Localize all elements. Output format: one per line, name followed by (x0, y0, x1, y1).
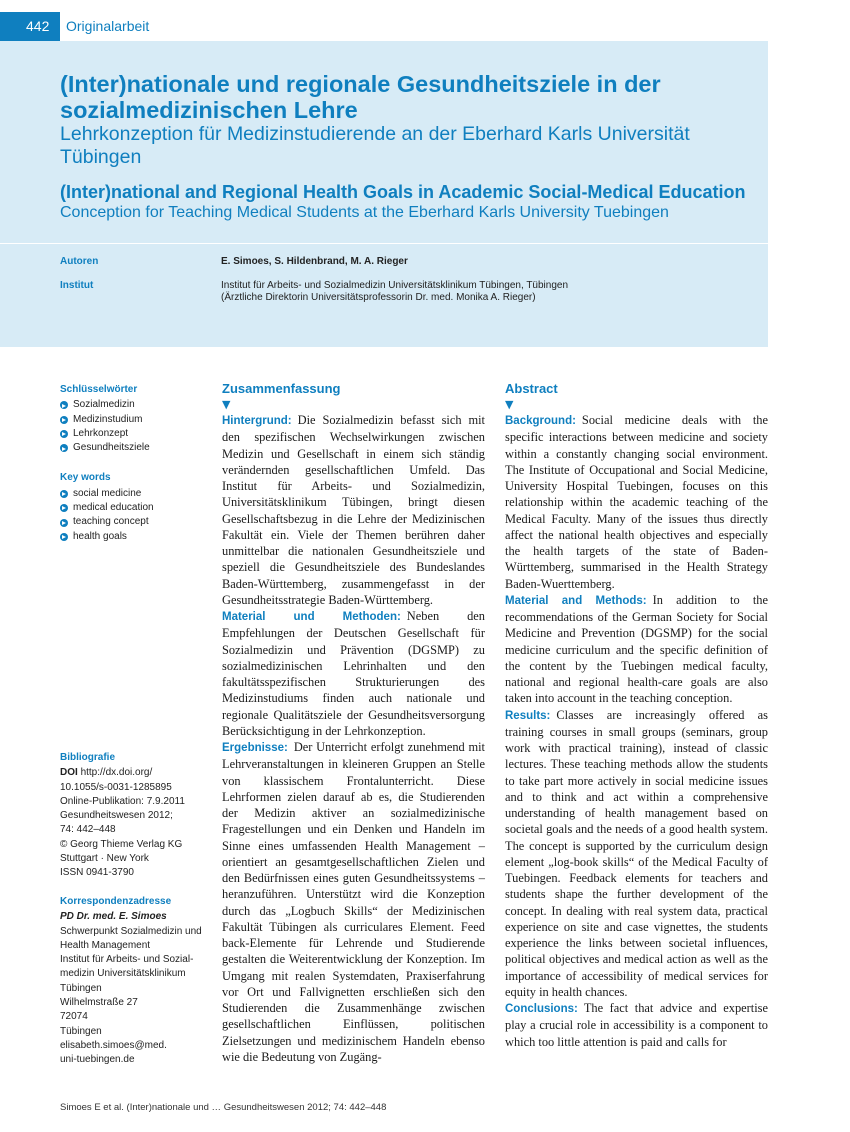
subtitle-german: Lehrkonzeption für Medizinstudierende an der Eberhard Karls Universität Tübingen (60, 123, 690, 168)
doi-line (60, 766, 210, 780)
institute-line: (Ärztliche Direktorin Universitätsprofessorin Dr. med. Monika A. Rieger) (221, 292, 536, 303)
authors: E. Simoes, S. Hildenbrand, M. A. Rieger (221, 256, 408, 267)
correspondence-heading: Korrespondenzadresse (60, 896, 172, 907)
footer-citation: Simoes E et al. (Inter)nationale und … Gesundheitswesen 2012; 74: 442–448 (60, 1102, 387, 1113)
title-german: (Inter)nationale und regionale Gesundheitsziele in der sozialmedizinischen Lehre (60, 71, 661, 123)
bullet-arrow-icon (60, 519, 68, 527)
paragraph-text: In addition to the recommendations of the German Society for Social Medicine and Prevention (DGSMP) for the social medicine curriculum and the specific definition of the content by the Tuebingen medical faculty, national and regional health-care goals are also taken into account in the teaching conception. (505, 592, 768, 706)
keyword-label: Gesundheitsziele (73, 442, 150, 454)
title-english: (Inter)national and Regional Health Goals in Academic Social-Medical Education (60, 182, 746, 202)
keyword-label: Sozialmedizin (73, 399, 135, 411)
bullet-arrow-icon (60, 490, 68, 498)
correspondence-block (60, 895, 210, 1068)
paragraph-label: Conclusions: (505, 1003, 578, 1015)
paragraph-text: Classes are increasingly offered as training courses in small groups (seminars, group work with practical training), instead of classic lectures. These teaching methods allow the students to take part more actively in social medicine issues and to think and act within a comprehensive understanding of health management based on societal goals and the needs of a good health system. The concept is supported by the curriculum design element „log-book skills“ of the Medical Faculty of Tuebingen. Feedback elements for teachers and students shape the further development of the concept. In dealing with real system data, practical experience on site and case vignettes, the students experience the links between societal influences, political objectives and medical action as well as the importance of accessibility of medical services for equity in health chances. (505, 707, 768, 999)
paragraph-label: Ergebnisse: (222, 742, 288, 754)
bibliography-block (60, 751, 210, 881)
keyword-item (60, 515, 210, 529)
paragraph-text: Die Sozialmedizin befasst sich mit den spezifischen Wechselwirkungen zwischen Medizin und Gesellschaft in einem sich ständig verändernden gesellschaftlichen Umfeld. Das Institut für Arbeits- und Sozialmedizin, Universitätsklinikum Tübingen, bringt diesen Gesellschaftsbezug in die Lehre der Medizinischen Fakultät ein. Viele der Themen berühren daher unmittelbar die nationalen Gesundheitsziele und speziell die Gesundheitsziele des Bundeslandes Baden-Württemberg, zusammengefasst in der Gesundheitsstrategie Baden-Württemberg. (222, 413, 485, 607)
summary-paragraph-methods (222, 608, 485, 739)
meta-panel (0, 243, 768, 347)
email-line[interactable]: elisabeth.simoes@med. (60, 1039, 167, 1051)
keyword-item (60, 398, 210, 412)
summary-paragraph-background (222, 412, 485, 608)
keyword-item (60, 530, 210, 544)
bullet-arrow-icon (60, 416, 68, 424)
paragraph-text: Social medicine deals with the specific interactions between medicine and society within a constantly changing social environment. The Institute of Occupational and Social Medicine, University Hospital Tuebingen, focuses on this relationship within the academic teaching of the Medical Faculty. Many of the issues thus directly affect the national health objectives and especially the health targets of the state of Baden-Württemberg, summarised in the Health Strategy Baden-Wuerttemberg. (505, 413, 768, 591)
doi-label: DOI (60, 767, 78, 779)
abstract-paragraph-results (505, 707, 768, 1001)
page-number: 442 (0, 12, 60, 41)
address-line: Institut für Arbeits- und Sozial- (60, 954, 194, 966)
paragraph-label: Material and Methods: (505, 594, 647, 607)
abstract-paragraph-conclusions (505, 1000, 768, 1050)
institute-line: Institut für Arbeits- und Sozialmedizin Universitätsklinikum Tübingen, Tübingen (221, 280, 569, 291)
keyword-item (60, 487, 210, 501)
address-line: Health Management (60, 939, 151, 951)
keyword-item (60, 427, 210, 441)
bibliography-line: Online-Publikation: 7.9.2011 (60, 795, 185, 807)
keyword-label: medical education (73, 502, 154, 514)
bullet-arrow-icon (60, 504, 68, 512)
address-line: 72074 (60, 1011, 88, 1023)
keyword-item (60, 441, 210, 455)
bibliography-line: 74: 442–448 (60, 824, 116, 836)
title-panel (0, 41, 768, 243)
summary-german-column (222, 380, 485, 1065)
bullet-arrow-icon (60, 401, 68, 409)
subtitle-english: Conception for Teaching Medical Students at the Eberhard Karls University Tuebingen (60, 204, 669, 221)
down-arrow-icon: ▼ (505, 398, 514, 411)
summary-heading: Zusammenfassung (222, 381, 341, 396)
bibliography-line: 10.1055/s-0031-1285895 (60, 781, 172, 793)
institute-label: Institut (60, 280, 94, 291)
paragraph-text: Der Unterricht erfolgt zunehmend mit Lehrveranstaltungen in kleineren Gruppen an Stelle von klassischem Frontalunterricht. Diese Lehrformen zielen darauf ab es, die Studierenden der Medizin aktiver an sozialmedizinische Fragestellungen und ein Denken und Handeln im Sinne eines umfassenden Health Management – orientiert an gesamtgesellschaftlichen Zielen und den Bedürfnissen eines guten Gesundheitssystems – heranzuführen. Unterstützt wird die Konzeption durch das „Logbuch Skills“ der Medizinischen Fakultät Tübingen als curriculares Element. Feed back-Elemente für Lehrende und Studierende gestalten die Weiterentwicklung der Konzeption. Im Umgang mit realen Systemdaten, Praxiserfahrung vor Ort und Fallvignetten erschließen sich den Studierenden die Zusammenhänge zwischen gesellschaftlichen Einflüssen, politischen Zielsetzungen und medizinischem Handeln ebenso wie die Bedeutung von Zugäng- (222, 740, 485, 1064)
doi-link[interactable]: http://dx.doi.org/ (80, 767, 153, 779)
address-line: Tübingen (60, 1025, 102, 1037)
keyword-item (60, 501, 210, 515)
paragraph-label: Background: (505, 415, 576, 427)
bibliography-line: Gesundheitswesen 2012; (60, 810, 173, 822)
abstract-heading: Abstract (505, 381, 558, 396)
keyword-label: health goals (73, 530, 127, 542)
address-line: Tübingen (60, 982, 102, 994)
keyword-label: social medicine (73, 487, 142, 499)
bullet-arrow-icon (60, 444, 68, 452)
paragraph-label: Results: (505, 709, 551, 722)
correspondence-name: PD Dr. med. E. Simoes (60, 911, 167, 923)
authors-label: Autoren (60, 256, 99, 267)
down-arrow-icon: ▼ (222, 398, 231, 411)
keywords-block (60, 383, 210, 544)
bibliography-line: ISSN 0941-3790 (60, 867, 134, 879)
bibliography-heading: Bibliografie (60, 752, 116, 763)
keyword-label: teaching concept (73, 516, 149, 528)
bullet-arrow-icon (60, 533, 68, 541)
abstract-english-column (505, 380, 768, 1050)
paragraph-text: Neben den Empfehlungen der Deutschen Gesellschaft für Sozialmedizin und Prävention (DGSMP) zu sozialmedizinischen Lehrinhalten und den fakultätsspezifischen Strukturierungen des Medizinstudiums finden auch nationale und regionale Qualitätsziele der Gesundheitsversorgung Berücksichtigung in der Lehrkonzeption. (222, 609, 485, 738)
address-line: Schwerpunkt Sozialmedizin und (60, 925, 202, 937)
keywords-de-heading: Schlüsselwörter (60, 384, 138, 395)
address-line: Wilhelmstraße 27 (60, 997, 138, 1009)
keyword-label: Lehrkonzept (73, 427, 129, 439)
abstract-paragraph-background (505, 412, 768, 592)
address-line: medizin Universitätsklinikum (60, 968, 186, 980)
paragraph-text: The fact that advice and expertise play a crucial role in accessibility is a component to which too little attention is paid and calls for (505, 1001, 768, 1049)
email-line[interactable]: uni-tuebingen.de (60, 1054, 135, 1066)
abstract-paragraph-methods (505, 592, 768, 707)
bibliography-line: Stuttgart · New York (60, 853, 149, 865)
summary-paragraph-results (222, 739, 485, 1065)
keyword-item (60, 413, 210, 427)
bullet-arrow-icon (60, 430, 68, 438)
paragraph-label: Material und Methoden: (222, 611, 401, 623)
institute (221, 280, 568, 304)
keyword-label: Medizinstudium (73, 413, 143, 425)
bibliography-line: © Georg Thieme Verlag KG (60, 838, 183, 850)
section-label: Originalarbeit (66, 18, 150, 34)
paragraph-label: Hintergrund: (222, 415, 292, 427)
keywords-en-heading: Key words (60, 472, 111, 484)
